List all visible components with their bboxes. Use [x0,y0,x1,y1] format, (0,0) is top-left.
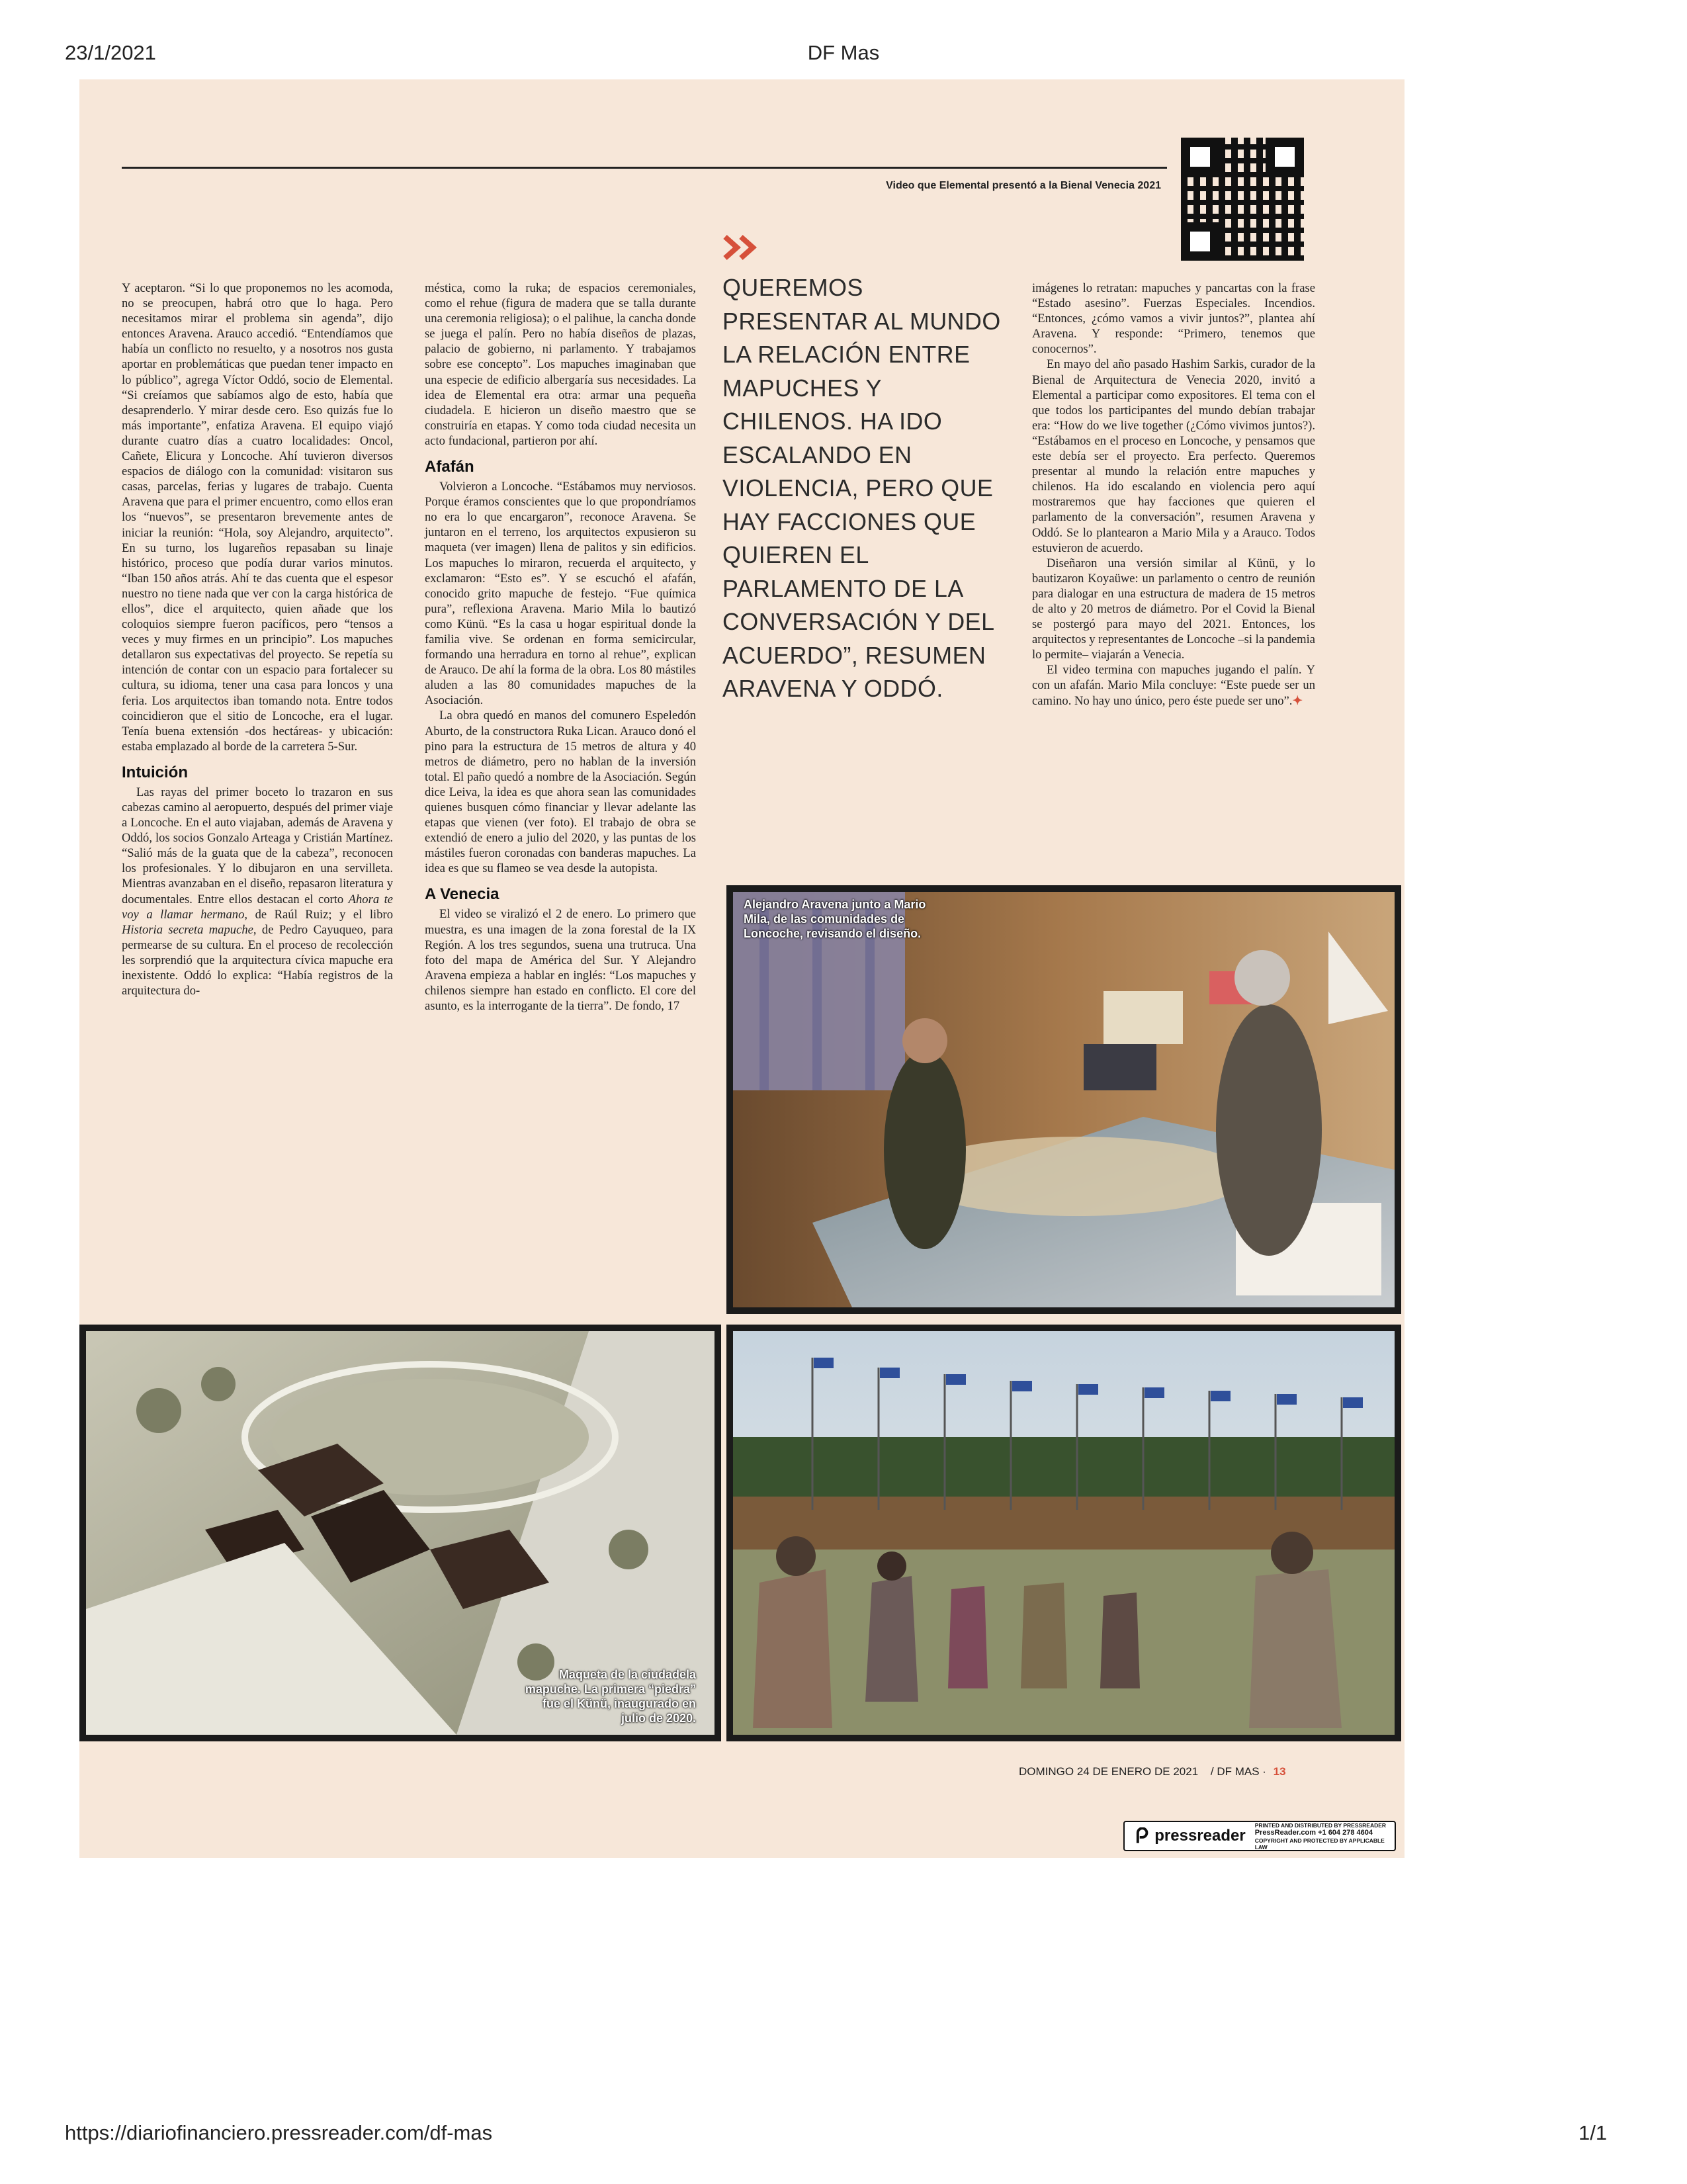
paragraph: El video se viralizó el 2 de enero. Lo primero que muestra, es una imagen de la zona forestal de la IX Región. A los tres segundos, suena una trutruca. Una foto del mapa de América del Sur. Y Alejandro Aravena empieza a hablar en inglés: “Los mapuches y chilenos siempre han estado en conflicto. El core del asunto, es la interrogante de la tierra”. De fondo, 17 [425,907,696,1014]
photo-caption-model: Maqueta de la ciudadela mapuche. La primera “piedra” fue el Künü, inaugurado en julio de 2020. [525,1668,696,1725]
video-caption: Video que Elemental presentó a la Bienal Venecia 2021 [886,180,1161,191]
qr-code-icon[interactable] [1181,138,1304,261]
browser-print-page-number: 1/1 [1579,2121,1608,2144]
photo-kunu-community [726,1325,1401,1741]
footer-section: / DF MAS · [1210,1765,1266,1778]
photo-caption-meeting: Alejandro Aravena junto a Mario Mila, de las comunidades de Loncoche, revisando el diseño. [744,898,926,940]
footer-date: DOMINGO 24 DE ENERO DE 2021 [1019,1765,1199,1778]
subheading-afafan: Afafán [425,458,474,476]
header-rule [122,167,1167,169]
pressreader-badge[interactable] [1123,1821,1396,1851]
pressreader-info: PRINTED AND DISTRIBUTED BY PRESSREADER PressReader.com +1 604 278 4604 COPYRIGHT AND PROTECTED BY APPLICABLE LAW [1254,1821,1387,1851]
subheading-a-venecia: A Venecia [425,885,499,904]
double-chevron-quote-icon [721,233,763,262]
browser-print-title: DF Mas [807,41,880,64]
paragraph: Y aceptaron. “Si lo que proponemos no les acomoda, no se preocupen, habrá otro que lo haga. Pero necesitamos mirar el problema sin agenda”, dijo entonces Aravena. Arauco accedió. “Entendíamos que había un conflicto no resuelto, y a nosotros nos gusta aportar en problemáticas que puedan tener impacto en lo público”, agrega Víctor Oddó, socio de Elemental. “Si creíamos que sabíamos algo de esto, había que desaprenderlo. Y mirar desde cero. Eso quizás fue lo más importante”, enfatiza Aravena. El equipo viajó durante cuatro días a cuatro localidades: Oncol, Cañete, Elicura y Loncoche. Ahí tuvieron diversos espacios de diálogo con la comunidad: visitaron sus casas, parcelas, ferias y lugares de trabajo. Cuenta Aravena que para el primer encuentro, como ellos eran los “nuevos”, se presentaron brevemente antes de iniciar la reunión: “Hola, soy Alejandro, arquitecto”. En su turno, los lugareños repasaban su linaje histórico, proceso que podía durar varios minutos. “Iban 150 años atrás. Ahí te das cuenta que el espesor nuestro no tiene nada que ver con la carga histórica de ellos”, dice el arquitecto, quien añade que los coloquios siempre fueron pacíficos, pero “tensos a veces y muy firmes en un principio”. Los mapuches detallaron sus expectativas del proyecto. Se repetía su intención de contar con un espacio para fortalecer su cultura, su idioma, tener una casa para loncos y una feria. Los arquitectos iban tomando nota. Entre todos coincidieron que el sitio de Loncoche, era el lugar. Tenía buena extensión -dos hectáreas- y ubicación: estaba emplazado al borde de la carretera 5-Sur. [122,281,393,754]
kunu-community-image [733,1331,1395,1735]
page-number: 13 [1273,1765,1286,1778]
subheading-intuicion: Intuición [122,763,188,781]
newspaper-page [79,79,1405,1858]
page-footer [1019,1765,1286,1778]
pull-quote: QUEREMOS PRESENTAR AL MUNDO LA RELACIÓN ENTRE MAPUCHES Y CHILENOS. HA IDO ESCALANDO EN VIOLENCIA, PERO QUE HAY FACCIONES QUE QUIEREN EL PARLAMENTO DE LA CONVERSACIÓN Y DEL ACUERDO”, RESUMEN ARAVENA Y ODDÓ. [722,275,1001,702]
end-of-article-mark: ✦ [1292,693,1303,708]
photo-meeting-model [726,885,1401,1314]
paragraph: méstica, como la ruka; de espacios ceremoniales, como el rehue (figura de madera que se talla durante una ceremonia religiosa); o el palihue, la cancha donde se juega el palín. Pero no había diseños de plazas, palacio de gobierno, ni parlamento. Y trabajamos sobre ese concepto”. Los mapuches imaginaban que una especie de edificio albergaría sus necesidades. La idea de Elemental era otra: armar una pequeña ciudadela. E hicieron un diseño maestro que se construiría en etapas. Y como toda ciudad necesita un acto fundacional, partieron por ahí. [425,281,696,448]
book-title: Historia secreta mapuche [122,922,253,937]
paragraph: Diseñaron una versión similar al Künü, y lo bautizaron Koyaüwe: un parlamento o centro de reunión para dialogar en una estructura de madera de 15 metros de alto y 20 metros de diámetro. Por el Covid la Bienal se postergó para mayo del 2021. Entonces, los arquitectos y representantes de Loncoche –si la pandemia lo permite– viajarán a Venecia. [1032,556,1316,662]
article-column-2 [425,281,696,1014]
article-column-1 [122,281,393,998]
film-title: Ahora te voy a llamar hermano [122,892,394,922]
paragraph: Volvieron a Loncoche. “Estábamos muy nerviosos. Porque éramos conscientes que lo que propondríamos no era lo que encargaron”, reconoce Aravena. Se juntaron en el terreno, los arquitectos expusieron su maqueta (ver imagen) llena de palitos y sin edificios. Los mapuches lo miraron, recuerda el arquitecto, y exclamaron: “Esto es”. Y se escuchó el afafán, conocido grito mapuche de festejo. “Fue química pura”, reflexiona Aravena. Mario Mila lo bautizó como Künü. “Es la casa u hogar espiritual donde la familia vive. Se ordenan en forma semicircular, formando una herradura en torno al rehue”, explican de Arauco. De ahí la forma de la obra. Los 80 mástiles aluden a las 80 comunidades mapuches de la Asociación. [425,480,696,708]
photo-citadel-model [79,1325,721,1741]
browser-print-url: https://diariofinanciero.pressreader.com/df-mas [65,2121,493,2144]
paragraph: El video termina con mapuches jugando el palín. Y con un afafán. Mario Mila concluye: “Este puede ser un camino. No hay uno único, pero éste puede ser uno”.✦ [1032,663,1315,708]
pressreader-brand: pressreader [1154,1827,1246,1845]
paragraph: En mayo del año pasado Hashim Sarkis, curador de la Bienal de Arquitectura de Venecia 2020, invitó a Elemental a participar como expositores. El tema con el que todos los participantes del mundo debían trabajar era: “How do we live together (¿Cómo vivimos juntos?). “Estábamos en el proceso en Loncoche, y pensamos que este debía ser el proyecto. Era perfecto. Queremos presentar al mundo la relación entre mapuches y chilenos. Ha ido escalando en violencia pero aquí mostraremos que hay facciones que quieren el parlamento de la conversación”, resumen Aravena y Oddó. Se lo plantearon a Mario Mila y a Arauco. Todos estuvieron de acuerdo. [1032,357,1315,555]
paragraph: Las rayas del primer boceto lo trazaron en sus cabezas camino al aeropuerto, después del primer viaje a Loncoche. En el auto viajaban, además de Aravena y Oddó, los socios Gonzalo Arteaga y Cristián Martínez. “Salió más de la guata que de la cabeza”, reconocen los profesionales. Y lo dibujaron en una servilleta. Mientras avanzaban en el diseño, repasaron literatura y documentales. Entre ellos destacan el corto Ahora te voy a llamar hermano, de Raúl Ruiz; y el libro Historia secreta mapuche, de Pedro Cayuqueo, para permearse de su cultura. En el proceso de recolección les sorprendió que la arquitectura cívica mapuche era inexistente. Oddó lo explica: “Había registros de la arquitectura do- [122,785,394,998]
article-column-4 [1032,281,1315,709]
paragraph: imágenes lo retratan: mapuches y pancartas con la frase “Estado asesino”. Fuerzas Especiales. Incendios. “Entonces, ¿cómo vamos a vivir juntos?”, plantea ahí Aravena. Y responde: “Primero, tenemos que conocernos”. [1032,281,1315,357]
browser-print-date: 23/1/2021 [65,41,156,64]
meeting-photo-image [733,892,1395,1307]
paragraph: La obra quedó en manos del comunero Espeledón Aburto, de la constructora Ruka Lican. Arauco donó el pino para la estructura de 15 metros de altura y 40 metros de diámetro, pero no hablan de la inversión total. El paño quedó a nombre de la Asociación. Según dice Leiva, la idea es que ahora sean las comunidades quienes busquen cómo financiar y llevar adelante las etapas que vienen (ver foto). El trabajo de obra se extendió de enero a julio del 2020, y las puntas de los mástiles fueron coronadas con banderas mapuches. La idea es que su flameo se vea desde la autopista. [425,709,696,876]
pressreader-logo-icon [1134,1827,1150,1845]
